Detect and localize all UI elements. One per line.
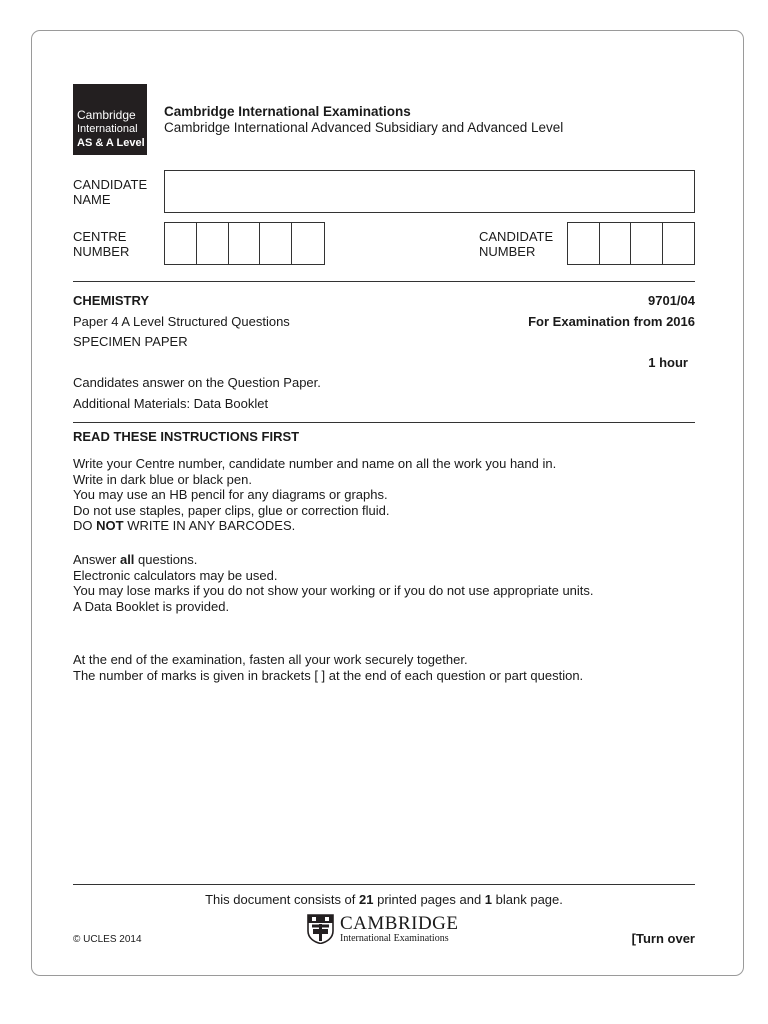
candidate-digit-box[interactable] [568, 223, 600, 264]
instruction-line: You may lose marks if you do not show your working or if you do not use appropriate units. [73, 583, 594, 599]
instruction-line: At the end of the examination, fasten all your work securely together. [73, 652, 468, 668]
instruction-line-barcodes: DO NOT WRITE IN ANY BARCODES. [73, 518, 296, 534]
centre-digit-box[interactable] [229, 223, 261, 264]
instruction-line: Write in dark blue or black pen. [73, 471, 252, 487]
answer-on-paper: Candidates answer on the Question Paper. [73, 375, 321, 390]
instruction-line: You may use an HB pencil for any diagrams or graphs. [73, 487, 388, 503]
candidate-digit-box[interactable] [631, 223, 663, 264]
candidate-digit-box[interactable] [600, 223, 632, 264]
candidate-name-field[interactable] [164, 170, 695, 213]
turn-over: [Turn over [631, 931, 695, 946]
exam-board-subtitle: Cambridge International Advanced Subsidiary and Advanced Level [164, 120, 564, 135]
logo-line-3: AS & A Level [77, 137, 145, 149]
instruction-line-answer-all: Answer all questions. [73, 551, 198, 567]
crest-subtitle: International Examinations [340, 932, 449, 944]
paper-code: 9701/04 [648, 293, 695, 308]
crest-wordmark: CAMBRIDGE [340, 912, 459, 934]
subject-title: CHEMISTRY [73, 293, 150, 308]
specimen-label: SPECIMEN PAPER [73, 334, 188, 349]
centre-digit-box[interactable] [165, 223, 197, 264]
divider [73, 281, 695, 282]
cambridge-shield-icon [307, 914, 334, 944]
instruction-line: Write your Centre number, candidate number and name on all the work you hand in. [73, 456, 557, 471]
logo-line-2: International [77, 123, 138, 135]
logo-line-1: Cambridge [77, 108, 136, 122]
exam-from: For Examination from 2016 [528, 314, 695, 329]
exam-board-title: Cambridge International Examinations [164, 104, 411, 119]
instruction-line: The number of marks is given in brackets [ ] at the end of each question or part question. [73, 667, 584, 683]
candidate-digit-box[interactable] [663, 223, 694, 264]
paper-title: Paper 4 A Level Structured Questions [73, 314, 290, 329]
cambridge-as-a-level-logo [73, 84, 147, 155]
divider [73, 884, 695, 885]
candidate-number-boxes[interactable] [567, 222, 695, 265]
instruction-line: Electronic calculators may be used. [73, 567, 278, 583]
additional-materials: Additional Materials: Data Booklet [73, 396, 269, 411]
candidate-number-label: CANDIDATE NUMBER [479, 229, 554, 259]
copyright: © UCLES 2014 [73, 934, 142, 945]
centre-digit-box[interactable] [292, 223, 324, 264]
candidate-name-label: CANDIDATE NAME [73, 177, 148, 207]
instructions-heading: READ THESE INSTRUCTIONS FIRST [73, 429, 300, 444]
centre-digit-box[interactable] [197, 223, 229, 264]
centre-digit-box[interactable] [260, 223, 292, 264]
instruction-line: A Data Booklet is provided. [73, 598, 230, 614]
cambridge-crest-logo [307, 914, 459, 944]
centre-number-label: CENTRE NUMBER [73, 229, 130, 259]
duration: 1 hour [648, 355, 688, 370]
page-count-note: This document consists of 21 printed pages and 1 blank page. [205, 892, 563, 907]
instructions-body [73, 456, 695, 684]
centre-number-boxes[interactable] [164, 222, 325, 265]
divider [73, 422, 695, 423]
instruction-line: Do not use staples, paper clips, glue or correction fluid. [73, 502, 390, 518]
